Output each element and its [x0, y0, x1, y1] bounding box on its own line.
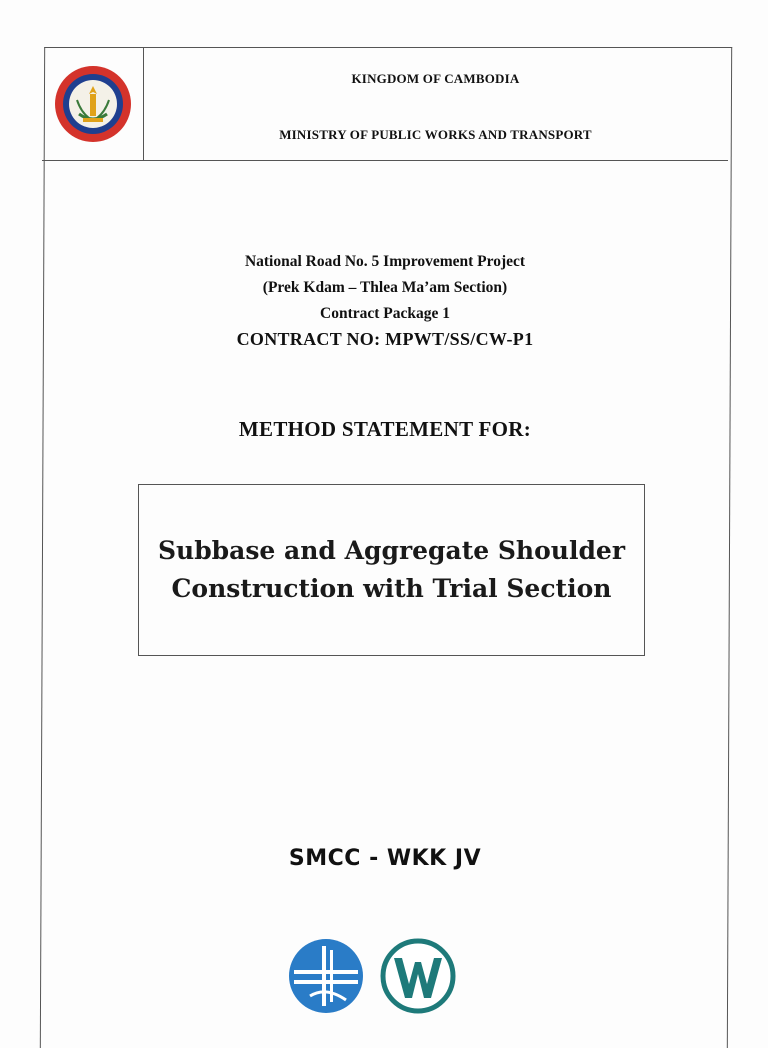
logo-cell	[42, 47, 144, 160]
document-header	[42, 47, 728, 161]
ministry-seal-icon	[53, 64, 133, 144]
method-statement-label: METHOD STATEMENT FOR:	[238, 417, 532, 441]
document-title-line-2: Construction with Trial Section	[171, 574, 612, 603]
smcc-logo-icon	[286, 936, 366, 1016]
contract-number: CONTRACT NO: MPWT/SS/CW-P1	[236, 329, 534, 349]
project-info	[42, 249, 728, 327]
contract-package: Contract Package 1	[320, 305, 450, 322]
contractor-logos	[286, 936, 476, 1016]
document-title-box	[138, 484, 645, 656]
header-text-cell	[143, 47, 728, 160]
ministry-name: MINISTRY OF PUBLIC WORKS AND TRANSPORT	[279, 127, 592, 142]
wkk-logo-icon	[378, 938, 458, 1018]
country-name: KINGDOM OF CAMBODIA	[351, 71, 520, 86]
contractor-name: SMCC - WKK JV	[288, 846, 482, 871]
document-title-line-1: Subbase and Aggregate Shoulder	[157, 536, 626, 565]
project-section: (Prek Kdam – Thlea Ma’am Section)	[262, 279, 508, 296]
project-name: National Road No. 5 Improvement Project	[244, 253, 526, 270]
